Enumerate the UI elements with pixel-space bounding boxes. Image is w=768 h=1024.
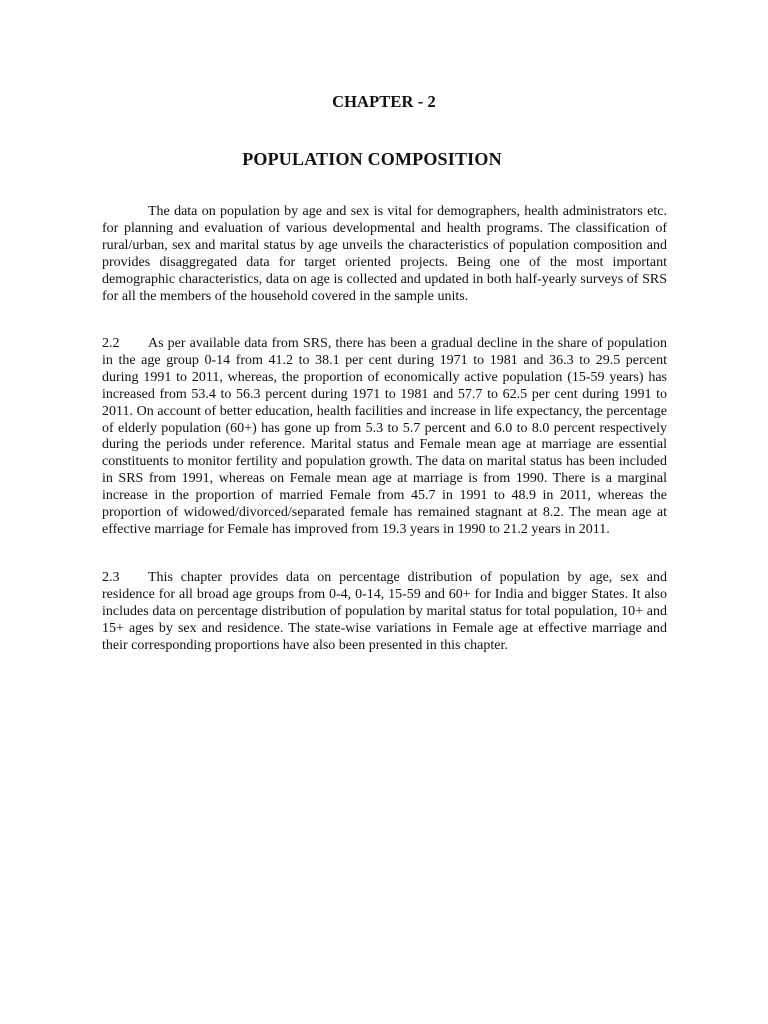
chapter-title: POPULATION COMPOSITION <box>242 149 502 169</box>
paragraph-2-3 <box>102 570 667 655</box>
paragraph-text: As per available data from SRS, there has been a gradual decline in the share of population in the age group 0-14 from 41.2 to 38.1 per cent during 1971 to 1981 and 36.3 to 29.5 percent during 1991 to 2011, whereas, the proportion of economically active population (15-59 years) has increased from 53.4 to 56.3 percent during 1971 to 1981 and 57.7 to 62.5 per cent during 1991 to 2011. On account of better education, health facilities and increase in life expectancy, the percentage of elderly population (60+) has gone up from 5.3 to 5.7 percent and 6.0 to 8.0 percent respectively during the periods under reference. Marital status and Female mean age at marriage are essential constituents to monitor fertility and population growth. The data on marital status has been included in SRS from 1991, whereas on Female mean age at marriage is from 1990. There is a marginal increase in the proportion of married Female from 45.7 in 1991 to 48.9 in 2011, whereas the proportion of widowed/divorced/separated female has remained stagnant at 8.2. The mean age at effective marriage for Female has improved from 19.3 years in 1990 to 21.2 years in 2011. <box>102 336 667 537</box>
paragraph-number: 2.3 <box>102 570 120 585</box>
paragraph-text: The data on population by age and sex is vital for demographers, health administrators etc. for planning and evaluation of various developmental and health programs. The classification of rural/urban, sex and marital status by age unveils the characteristics of population composition and provides disaggregated data for target oriented projects. Being one of the most important demographic characteristics, data on age is collected and updated in both half-yearly surveys of SRS for all the members of the household covered in the sample units. <box>102 204 667 304</box>
paragraph-2-2 <box>102 336 667 539</box>
paragraph-number: 2.2 <box>102 336 120 351</box>
paragraph-text: This chapter provides data on percentage distribution of population by age, sex and residence for all broad age groups from 0-4, 0-14, 15-59 and 60+ for India and bigger States. It also includes data on percentage distribution of population by marital status for total population, 10+ and 15+ ages by sex and residence. The state-wise variations in Female age at effective marriage and their corresponding proportions have also been presented in this chapter. <box>102 570 667 653</box>
paragraph-intro <box>102 204 667 305</box>
chapter-label: CHAPTER - 2 <box>332 92 436 111</box>
